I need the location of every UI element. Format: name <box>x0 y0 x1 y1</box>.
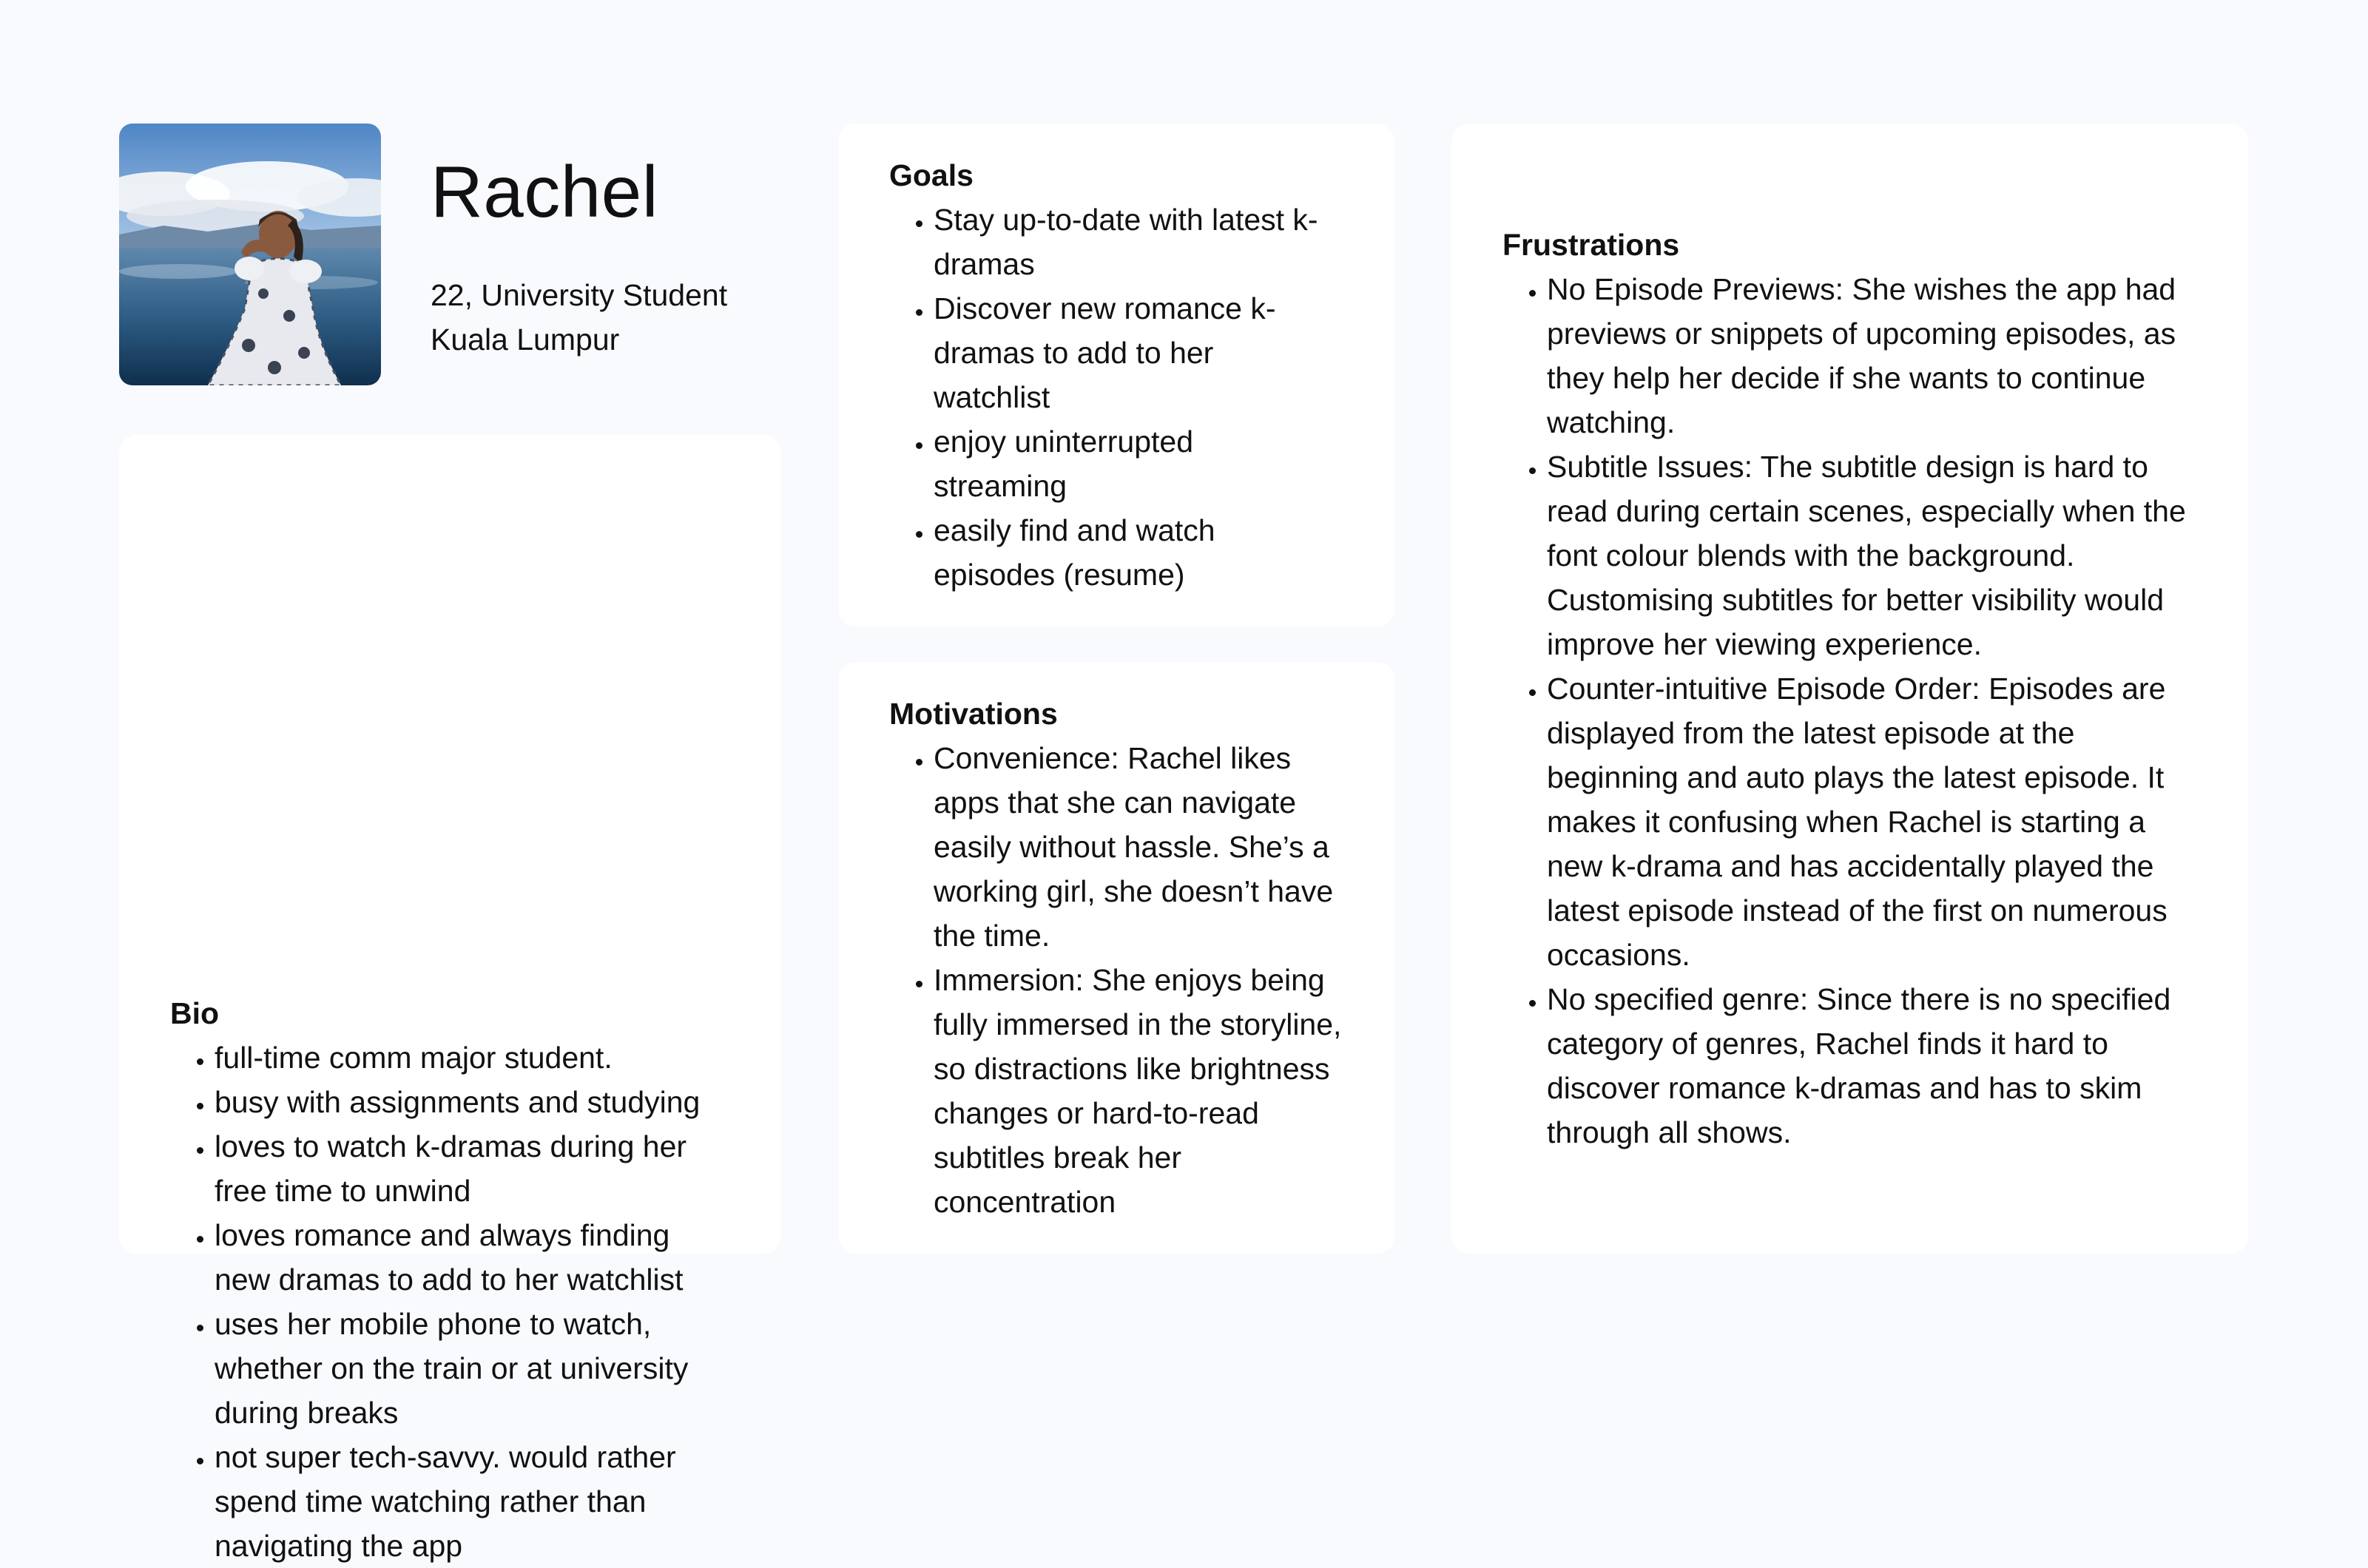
frustrations-item: • Counter-intuitive Episode Order: Episodes are displayed from the latest episode at the beginning and auto plays the latest episode. It makes it confusing when Rachel is starting a new k-drama and has accidentally played the latest episode instead of the first on numerous occasions. <box>1547 666 2198 977</box>
bio-item: • full-time comm major student. <box>215 1035 806 1080</box>
bio-item: • not super tech-savvy. would rather spend time watching rather than navigating the app <box>215 1435 725 1568</box>
goals-item: • enjoy uninterrupted streaming <box>934 419 1244 508</box>
frustrations-item: • Subtitle Issues: The subtitle design is hard to read during certain scenes, especially when the font colour blends with the background. Customising subtitles for better visibility would improve her viewing experience. <box>1547 445 2198 666</box>
frustrations-item: • No specified genre: Since there is no specified category of genres, Rachel finds it hard to discover romance k-dramas and has to skim through all shows. <box>1547 977 2205 1155</box>
bio-card <box>119 435 781 1563</box>
goals-item: • Discover new romance k-dramas to add to her watchlist <box>934 286 1318 419</box>
motivations-item: • Immersion: She enjoys being fully immersed in the storyline, so distractions like brightness changes or hard-to-read subtitles break her concentration <box>934 958 1348 1224</box>
persona-age-role: 22, University Student <box>431 278 728 312</box>
goals-title: Goals <box>889 158 974 192</box>
motivations-item: • Convenience: Rachel likes apps that she can navigate easily without hassle. She’s a working girl, she doesn’t have the time. <box>934 736 1348 958</box>
motivations-section <box>889 692 1370 1224</box>
bio-title: Bio <box>170 996 220 1030</box>
goals-list <box>889 197 1370 597</box>
bio-item: • loves to watch k-dramas during her free time to unwind <box>215 1124 725 1213</box>
bio-item: • loves romance and always finding new dramas to add to her watchlist <box>215 1213 725 1302</box>
motivations-title: Motivations <box>889 697 1058 731</box>
goals-item: • easily find and watch episodes (resume) <box>934 508 1259 597</box>
bio-section <box>170 991 806 1568</box>
persona-details <box>431 273 727 362</box>
motivations-list <box>889 736 1370 1224</box>
frustrations-title: Frustrations <box>1502 228 1680 262</box>
frustrations-item: • No Episode Previews: She wishes the app had previews or snippets of upcoming episodes, as they help her decide if she wants to continue watching. <box>1547 267 2198 445</box>
persona-name: Rachel <box>431 151 659 232</box>
persona-location: Kuala Lumpur <box>431 322 620 356</box>
frustrations-section <box>1502 223 2235 1155</box>
frustrations-list <box>1502 267 2235 1155</box>
goals-section <box>889 153 1370 597</box>
goals-item: • Stay up-to-date with latest k-dramas <box>934 197 1348 286</box>
profile-photo <box>119 124 381 385</box>
bio-item: • uses her mobile phone to watch, whether on the train or at university during breaks <box>215 1302 740 1435</box>
bio-list <box>170 1035 806 1568</box>
bio-item: • busy with assignments and studying <box>215 1080 806 1124</box>
